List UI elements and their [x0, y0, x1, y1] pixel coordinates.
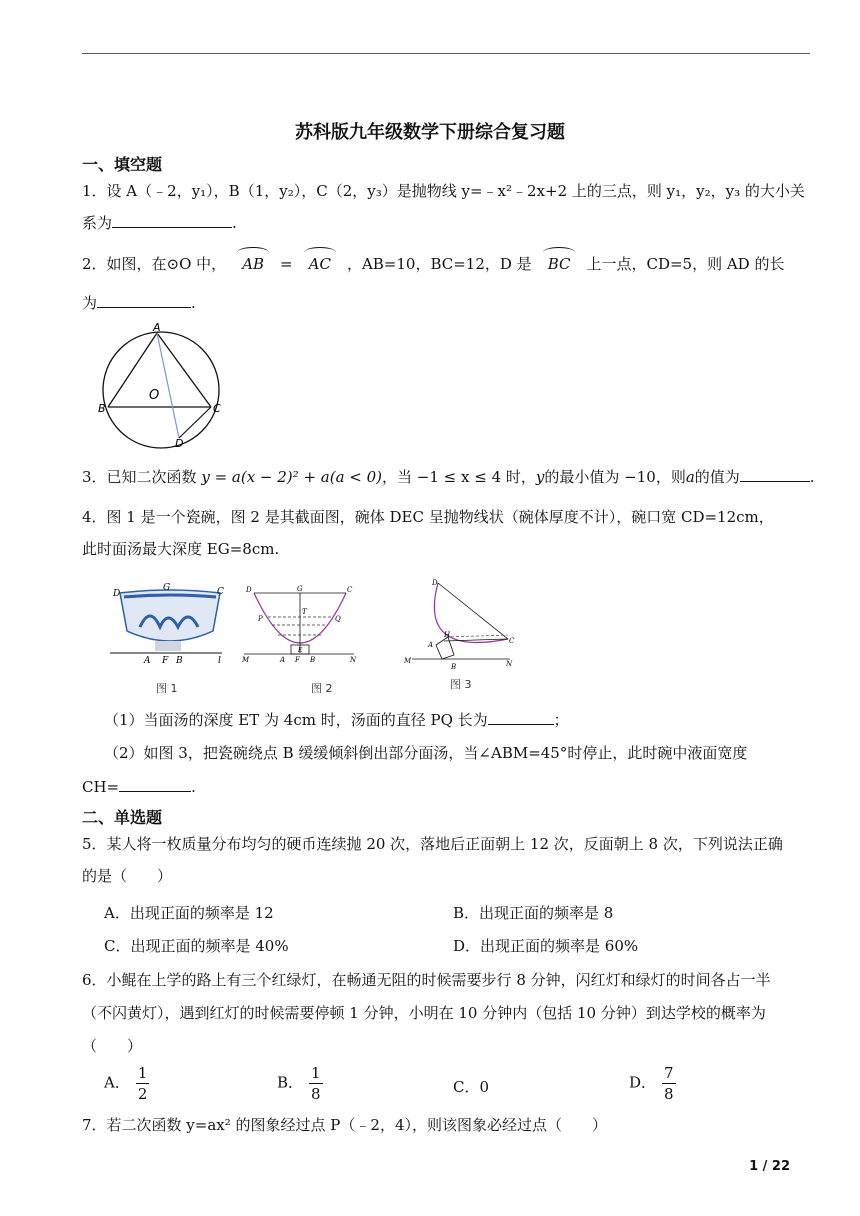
- q1-line1: 1．设 A（﹣2，y₁），B（1，y₂），C（2，y₃）是抛物线 y=﹣x²﹣2x+2 上的三点，则 y₁，y₂，y₃ 的大小关: [82, 182, 805, 200]
- q6-option-d[interactable]: D． $\frac{7}{8}$: [629, 1064, 674, 1103]
- tilted-bowl-figure: [398, 577, 518, 672]
- q4-sub1: （1）当面汤的深度 ET 为 4cm 时，汤面的直径 PQ 长为 ；: [104, 711, 569, 729]
- q6-line3: （ ）: [82, 1037, 143, 1055]
- svg-text:D: D: [432, 579, 438, 587]
- q5-option-b[interactable]: B．出现正面的频率是 8: [453, 904, 614, 922]
- q6-line2: （不闪黄灯），遇到红灯的时候需要停顿 1 分钟，小明在 10 分钟内（包括 10 分钟）到达学校的概率为: [82, 1004, 766, 1022]
- svg-text:F: F: [295, 656, 300, 664]
- arc-bc: BC: [547, 255, 571, 273]
- section-heading-single-choice: 二、单选题: [82, 808, 163, 827]
- q4-sub2: （2）如图 3，把瓷碗绕点 B 缓缓倾斜倒出部分面汤，当∠ABM=45°时停止，此时碗中液面宽度: [104, 744, 748, 762]
- q5-option-d[interactable]: D．出现正面的频率是 60%: [453, 937, 639, 955]
- label-A: A: [153, 321, 161, 334]
- q4-line2: 此时面汤最大深度 EG=8cm.: [82, 540, 280, 558]
- q5-line1: 5．某人将一枚质量分布均匀的硬币连续抛 20 次，落地后正面朝上 12 次，反面朝上 8 次，下列说法正确: [82, 835, 783, 853]
- q2-line1: 2．如图，在⊙O 中， AB = AC ，AB=10，BC=12，D 是 BC 上一点，CD=5，则 AD 的长: [82, 255, 785, 273]
- header-rule: [82, 53, 810, 54]
- svg-text:C: C: [217, 587, 224, 597]
- q4-sub2-line2: CH= .: [82, 778, 196, 796]
- svg-text:N: N: [350, 656, 357, 664]
- label-B: B: [98, 402, 106, 415]
- q6-option-a[interactable]: A． $\frac{1}{2}$: [104, 1064, 148, 1103]
- svg-text:l: l: [218, 656, 221, 666]
- q4-line1: 4．图 1 是一个瓷碗，图 2 是其截面图，碗体 DEC 呈抛物线状（碗体厚度不计），碗口宽 CD=12cm，: [82, 508, 774, 526]
- svg-text:N: N: [506, 660, 513, 668]
- svg-text:D: D: [113, 589, 121, 599]
- svg-text:H: H: [444, 631, 451, 639]
- svg-text:D: D: [246, 586, 252, 594]
- svg-text:C: C: [347, 586, 353, 594]
- answer-blank[interactable]: [740, 467, 810, 482]
- svg-text:A: A: [280, 656, 286, 664]
- svg-text:G: G: [297, 585, 303, 593]
- q6-option-b[interactable]: B． $\frac{1}{8}$: [277, 1064, 321, 1103]
- svg-text:M: M: [242, 656, 250, 664]
- svg-text:B: B: [310, 656, 316, 664]
- caption-fig1: 图 1: [156, 682, 178, 695]
- svg-text:T: T: [302, 608, 307, 616]
- label-O: O: [149, 388, 160, 403]
- fraction: $\frac{1}{2}$: [137, 1064, 148, 1103]
- q1-line2: 系为 .: [82, 214, 237, 232]
- fraction: $\frac{7}{8}$: [664, 1064, 674, 1103]
- section-heading-fill-in: 一、填空题: [82, 155, 163, 174]
- label-C: C: [213, 402, 221, 415]
- svg-text:Q: Q: [335, 615, 341, 623]
- svg-text:A: A: [428, 641, 434, 649]
- q6-line1: 6．小鲲在上学的路上有三个红绿灯，在畅通无阻的时候需要步行 8 分钟，闪红灯和绿灯的时间各占一半: [82, 971, 771, 989]
- page-title: 苏科版九年级数学下册综合复习题: [295, 122, 565, 143]
- answer-blank[interactable]: [488, 710, 554, 725]
- arc-ac: AC: [308, 255, 331, 273]
- svg-text:F: F: [162, 656, 169, 666]
- svg-text:M: M: [404, 657, 412, 665]
- page-number: 1 / 22: [749, 1159, 790, 1174]
- q2-line2: 为 .: [82, 294, 196, 312]
- q5-option-a[interactable]: A．出现正面的频率是 12: [104, 904, 274, 922]
- arc-ab: AB: [242, 255, 265, 273]
- label-D: D: [175, 437, 184, 450]
- answer-blank[interactable]: [119, 777, 191, 792]
- caption-fig3: 图 3: [450, 678, 472, 691]
- svg-text:P: P: [258, 615, 263, 623]
- svg-text:B: B: [176, 656, 183, 666]
- svg-text:G: G: [163, 583, 171, 593]
- q5-option-c[interactable]: C．出现正面的频率是 40%: [104, 937, 289, 955]
- answer-blank[interactable]: [112, 213, 232, 228]
- q6-option-c[interactable]: C．0: [453, 1078, 490, 1096]
- q3-line1: 3．已知二次函数 y = a(x − 2)² + a(a < 0)，当 −1 ≤ x ≤ 4 时，y的最小值为 −10，则a的值为 .: [82, 468, 815, 486]
- svg-text:C: C: [509, 637, 515, 645]
- q5-line2: 的是（ ）: [82, 867, 173, 885]
- svg-text:E: E: [298, 647, 303, 654]
- circle-figure: [95, 320, 225, 450]
- svg-text:A: A: [144, 656, 151, 666]
- q7-line1: 7．若二次函数 y=ax² 的图象经过点 P（﹣2，4），则该图象必经过点（ ）: [82, 1116, 607, 1134]
- bowl-section-figure: [240, 583, 360, 668]
- bowl-photo-figure: [110, 583, 225, 668]
- fraction: $\frac{1}{8}$: [311, 1064, 321, 1103]
- caption-fig2: 图 2: [311, 682, 333, 695]
- svg-text:B: B: [451, 663, 457, 671]
- answer-blank[interactable]: [97, 293, 191, 308]
